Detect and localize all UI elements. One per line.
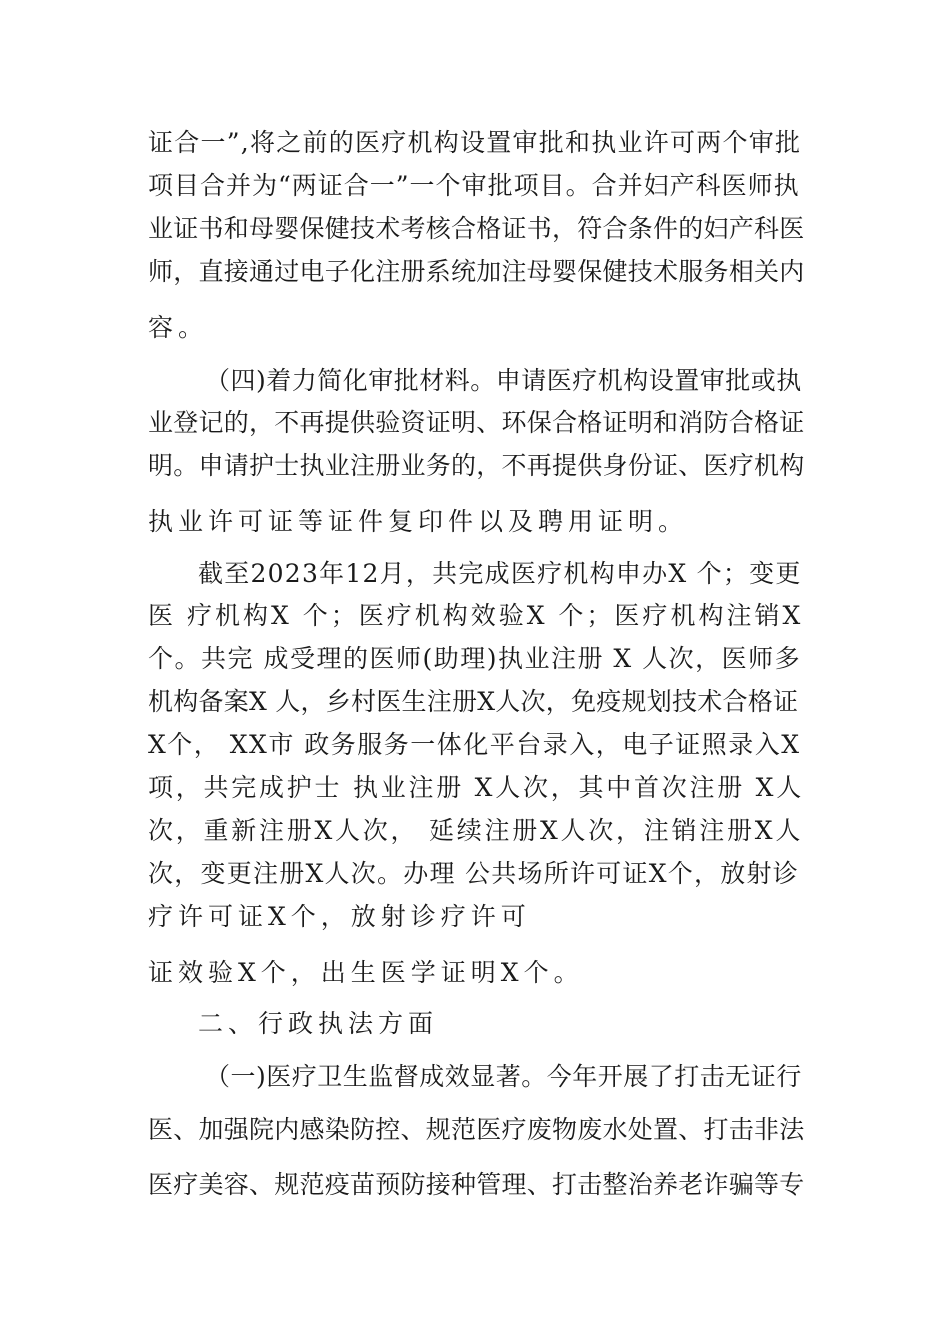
paragraph-start: 截至2023年12月，共完成医疗机构申办X 个；变更 <box>198 559 802 588</box>
text-line: 证效验X个，出生医学证明X个。 <box>148 958 584 987</box>
text-line: 次，变更注册X人次。办理 公共场所许可证X个，放射诊 <box>148 859 800 888</box>
text-line: 项目合并为“两证合一”一个审批项目。合并妇产科医师执 <box>148 171 800 200</box>
text-line: 次，重新注册X人次， 延续注册X人次，注销注册X人 <box>148 816 804 845</box>
paragraph-heading: （四)着力简化审批材料。申请医疗机构设置审批或执 <box>205 366 802 395</box>
text-line: 明。申请护士执业注册业务的，不再提供身份证、医疗机构 <box>148 451 805 480</box>
text-line: 项，共完成护士 执业注册 X人次，其中首次注册 X人 <box>148 773 804 802</box>
text-line: 执业许可证等证件复印件以及聘用证明。 <box>148 507 689 536</box>
text-line: 医 疗机构X 个；医疗机构效验X 个；医疗机构注销X <box>148 601 804 630</box>
text-line: 医、加强院内感染防控、规范医疗废物废水处置、打击非法 <box>148 1115 805 1144</box>
section-heading: 二、行政执法方面 <box>198 1009 439 1038</box>
text-line: 疗许可证X个，放射诊疗许可 <box>148 902 531 931</box>
text-line: 个。共完 成受理的医师(助理)执业注册 X 人次，医师多 <box>148 644 802 673</box>
text-line: 证合一”,将之前的医疗机构设置审批和执业许可两个审批 <box>148 128 802 157</box>
text-line: 机构备案X 人，乡村医生注册X人次，免疫规划技术合格证 <box>148 687 799 716</box>
text-line: X个， XX市 政务服务一体化平台录入，电子证照录入X <box>148 730 801 759</box>
text-line: 容。 <box>148 313 209 342</box>
paragraph-heading: （一)医疗卫生监督成效显著。今年开展了打击无证行 <box>205 1062 802 1091</box>
text-line: 业登记的，不再提供验资证明、环保合格证明和消防合格证 <box>148 408 805 437</box>
text-line: 医疗美容、规范疫苗预防接种管理、打击整治养老诈骗等专 <box>148 1170 805 1199</box>
text-line: 业证书和母婴保健技术考核合格证书，符合条件的妇产科医 <box>148 214 805 243</box>
text-line: 师，直接通过电子化注册系统加注母婴保健技术服务相关内 <box>148 257 805 286</box>
